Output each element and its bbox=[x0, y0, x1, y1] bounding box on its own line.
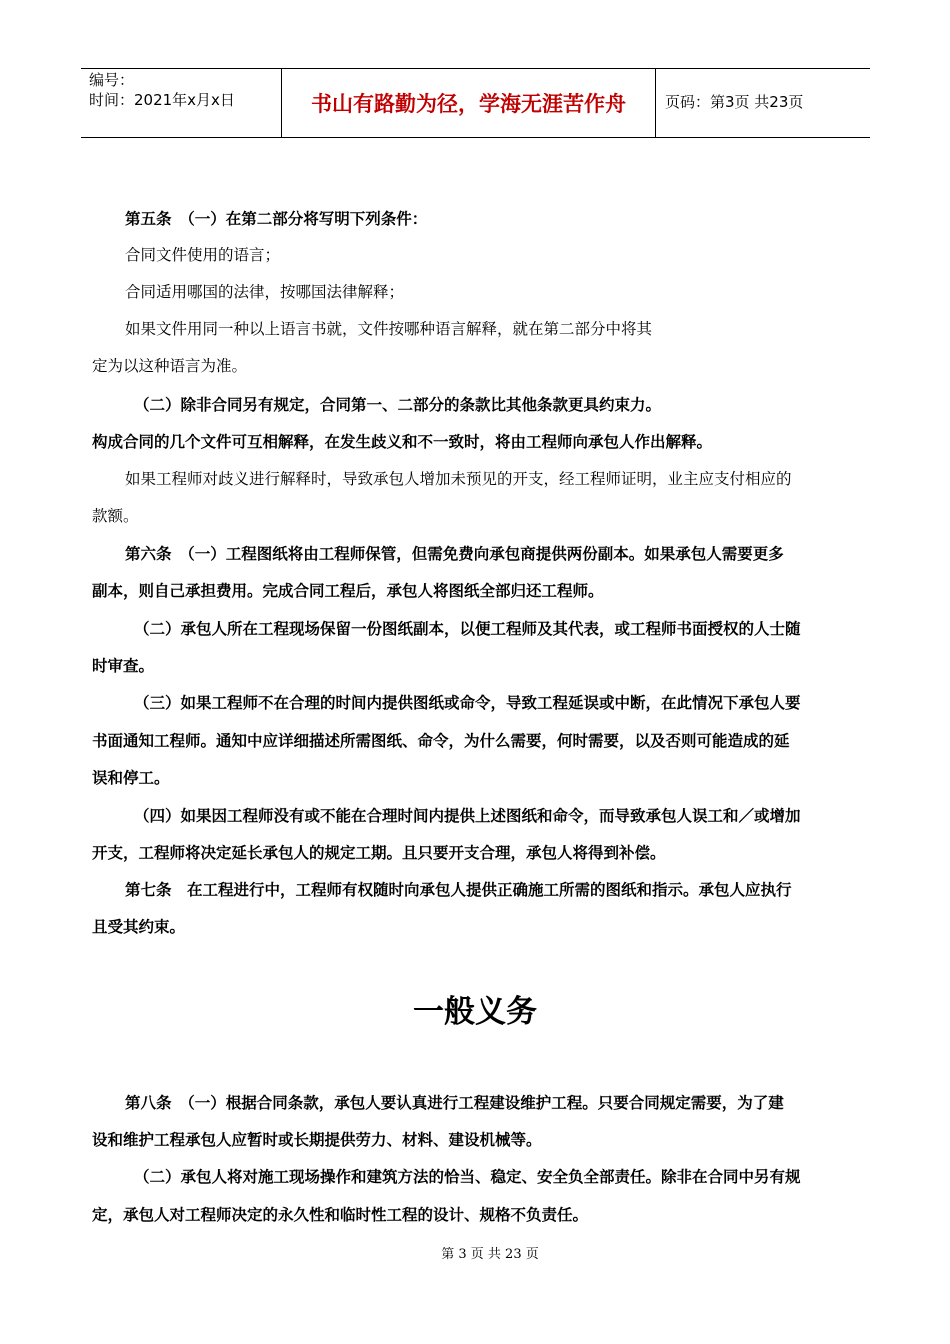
document-number-label: 编号： bbox=[89, 71, 135, 89]
article-5-item-multilingual-line2: 定为以这种语言为准。 bbox=[92, 357, 248, 375]
article-6-clause-3-line2: 书面通知工程师。通知中应详细描述所需图纸、命令，为什么需要，何时需要，以及否则可能造成的延 bbox=[92, 731, 790, 750]
article-5-clause-3-line1: 如果工程师对歧义进行解释时，导致承包人增加未预见的开支，经工程师证明，业主应支付相应的 bbox=[125, 470, 792, 488]
article-6-clause-2-line2: 时审查。 bbox=[92, 656, 155, 675]
header-motto: 书山有路勤为径，学海无涯苦作舟 bbox=[311, 92, 626, 116]
article-6-clause-4-line2: 开支，工程师将决定延长承包人的规定工期。且只要开支合理，承包人将得到补偿。 bbox=[92, 843, 666, 862]
article-7-line1: 第七条 在工程进行中，工程师有权随时向承包人提供正确施工所需的图纸和指示。承包人应执行 bbox=[125, 880, 792, 899]
article-6-clause-3-line1: （三）如果工程师不在合理的时间内提供图纸或命令，导致工程延误或中断，在此情况下承包人要 bbox=[134, 693, 801, 712]
article-8-clause-2-line1: （二）承包人将对施工现场操作和建筑方法的恰当、稳定、安全负全部责任。除非在合同中另有规 bbox=[134, 1167, 801, 1186]
article-6-clause-3-line3: 误和停工。 bbox=[92, 768, 170, 787]
article-5-item-multilingual-line1: 如果文件用同一种以上语言书就，文件按哪种语言解释，就在第二部分中将其 bbox=[125, 320, 653, 338]
header-page-info: 页码：第3页 共23页 bbox=[665, 93, 804, 111]
article-6-clause-1-line2: 副本，则自己承担费用。完成合同工程后，承包人将图纸全部归还工程师。 bbox=[92, 581, 604, 600]
page-footer: 第 3 页 共 23 页 bbox=[441, 1247, 539, 1262]
article-6-clause-4-line1: （四）如果因工程师没有或不能在合理时间内提供上述图纸和命令，而导致承包人误工和／或增加 bbox=[134, 806, 801, 825]
article-5-clause-2-line2: 构成合同的几个文件可互相解释，在发生歧义和不一致时，将由工程师向承包人作出解释。 bbox=[92, 432, 713, 451]
article-5-item-language: 合同文件使用的语言； bbox=[125, 246, 281, 264]
header-table bbox=[81, 68, 870, 138]
header-motto-cell bbox=[281, 69, 656, 137]
article-5-clause-3-line2: 款额。 bbox=[92, 507, 139, 525]
document-date-label: 时间：2021年x月x日 bbox=[89, 91, 235, 109]
header-page-cell bbox=[655, 69, 870, 137]
article-6-clause-1-line1: 第六条 （一）工程图纸将由工程师保管，但需免费向承包商提供两份副本。如果承包人需要更多 bbox=[125, 544, 784, 563]
article-8-clause-1-line1: 第八条 （一）根据合同条款，承包人要认真进行工程建设维护工程。只要合同规定需要，为了建 bbox=[125, 1093, 784, 1112]
article-8-clause-2-line2: 定，承包人对工程师决定的永久性和临时性工程的设计、规格不负责任。 bbox=[92, 1205, 589, 1224]
header-meta-cell bbox=[81, 69, 281, 137]
article-7-line2: 且受其约束。 bbox=[92, 917, 186, 936]
section-heading: 一般义务 bbox=[413, 994, 537, 1030]
article-5-clause-1: 第五条 （一）在第二部分将写明下列条件： bbox=[125, 209, 428, 228]
article-8-clause-1-line2: 设和维护工程承包人应暂时或长期提供劳力、材料、建设机械等。 bbox=[92, 1130, 542, 1149]
article-5-clause-2-line1: （二）除非合同另有规定，合同第一、二部分的条款比其他条款更具约束力。 bbox=[134, 395, 662, 414]
article-5-item-law: 合同适用哪国的法律，按哪国法律解释； bbox=[125, 283, 405, 301]
article-6-clause-2-line1: （二）承包人所在工程现场保留一份图纸副本，以便工程师及其代表，或工程师书面授权的人士随 bbox=[134, 619, 801, 638]
